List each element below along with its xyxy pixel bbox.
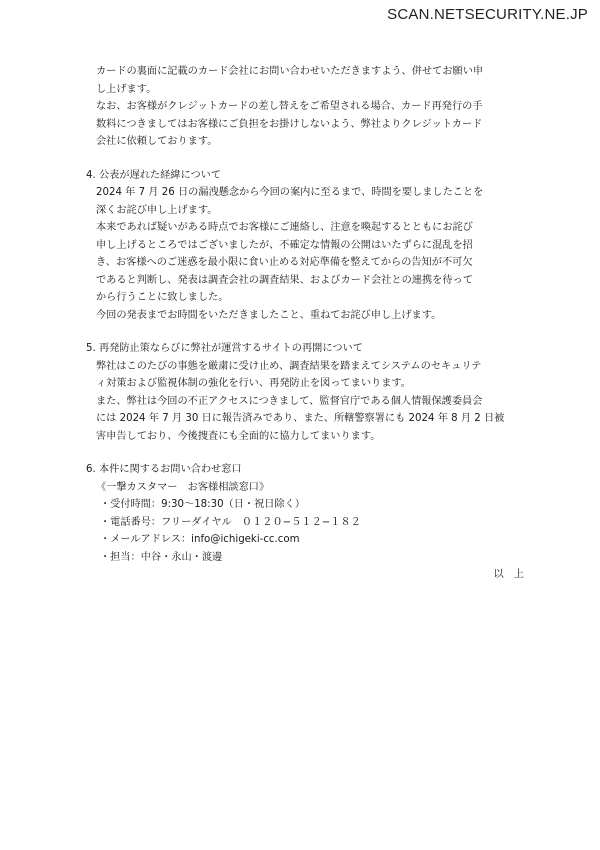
section-5: [86, 340, 526, 445]
section-6-heading: 6. 本件に関するお問い合わせ窓口: [86, 464, 242, 475]
contact-staff: ・担当：中谷・永山・渡邊: [100, 551, 223, 563]
section-4-line: き、お客様へのご迷惑を最小限に食い止める対応準備を整えてからの告知が不可欠: [96, 257, 473, 268]
section-4-line: から行うことに致しました。: [96, 292, 229, 303]
intro-block: [86, 63, 526, 151]
section-5-line: 弊社はこのたびの事態を厳粛に受け止め、調査結果を踏まえてシステムのセキュリテ: [96, 360, 482, 372]
section-4-line: 今回の発表までお時間をいただきましたこと、重ねてお詫び申し上げます。: [96, 309, 442, 321]
document-body: [86, 63, 526, 584]
section-4-line: 2024 年 7 月 26 日の漏洩懸念から今回の案内に至るまで、時間を要しましたことを: [96, 187, 484, 198]
contact-phone: ・電話番号：フリーダイヤル ０１２０−５１２−１８２: [100, 516, 361, 528]
intro-line: なお、お客様がクレジットカードの差し替えをご希望される場合、カード再発行の手: [96, 101, 483, 112]
watermark: SCAN.NETSECURITY.NE.JP: [387, 6, 588, 23]
section-6: [86, 461, 526, 566]
section-5-heading: 5. 再発防止策ならびに弊社が運営するサイトの再開について: [86, 343, 363, 354]
section-5-line: ィ対策および監視体制の強化を行い、再発防止を図ってまいります。: [96, 378, 411, 389]
contact-email: ・メールアドレス：info@ichigeki-cc.com: [100, 534, 300, 545]
intro-line: し上げます。: [96, 83, 157, 95]
section-4-line: 本来であれば疑いがある時点でお客様にご連絡し、注意を喚起するとともにお詫び: [96, 222, 473, 233]
section-5-line: また、弊社は今回の不正アクセスにつきまして、監督官庁である個人情報保護委員会: [96, 395, 483, 407]
intro-line: 会社に依頼しております。: [96, 136, 218, 147]
intro-line: 数料につきましてはお客様にご負担をお掛けしないよう、弊社よりクレジットカード: [96, 118, 483, 130]
contact-hours: ・受付時間：9:30〜18:30（日・祝日除く）: [100, 499, 306, 510]
section-4-heading: 4. 公表が遅れた経緯について: [86, 169, 222, 181]
closing-mark: 以 上: [493, 569, 524, 580]
intro-line: カードの裏面に記載のカード会社にお問い合わせいただきますよう、併せてお願い申: [96, 66, 484, 77]
section-4-line: 深くお詫び申し上げます。: [96, 204, 218, 216]
section-4-line: であると判断し、発表は調査会社の調査結果、およびカード会社との連携を待って: [96, 274, 473, 286]
section-5-line: 害申告しており、今後捜査にも全面的に協力してまいります。: [96, 430, 381, 442]
contact-desk-name: 《一撃カスタマー お客様相談窓口》: [96, 481, 270, 493]
section-4-line: 申し上げるところではございましたが、不確定な情報の公開はいたずらに混乱を招: [96, 239, 473, 251]
section-5-line: には 2024 年 7 月 30 日に報告済みであり、また、所轄警察署にも 2024 年 8 月 2 日被: [96, 413, 505, 424]
section-4: [86, 167, 526, 325]
